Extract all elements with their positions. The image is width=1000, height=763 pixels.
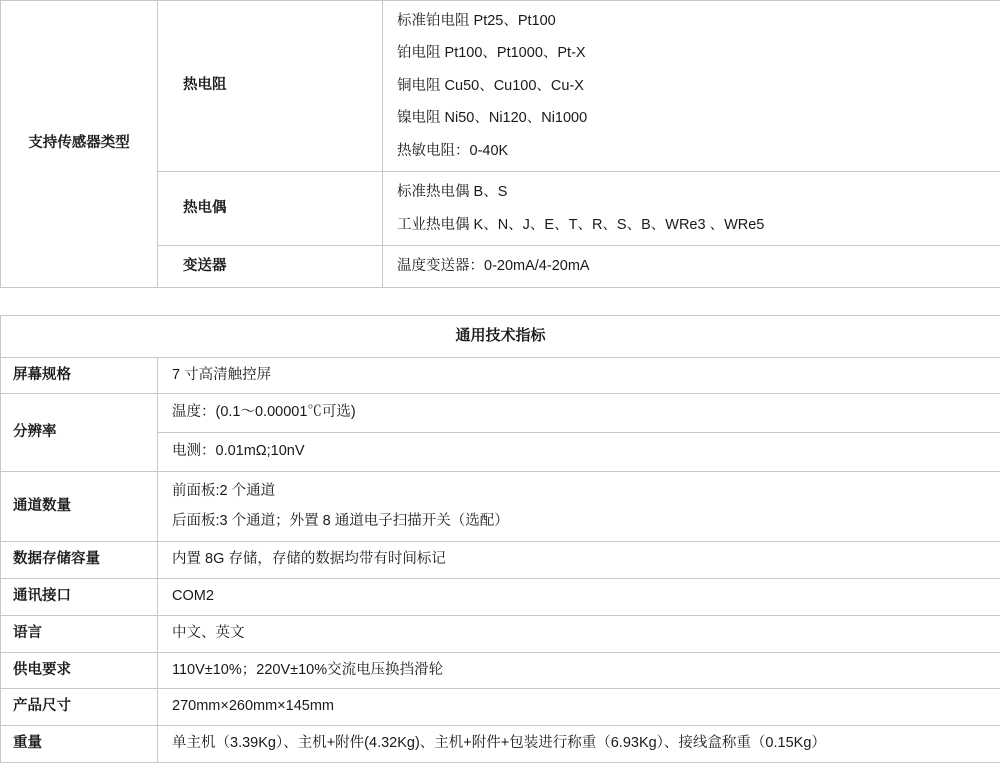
- spec-key-channels: 通道数量: [1, 471, 158, 542]
- spec-value-power: 110V±10%；220V±10%交流电压换挡滑轮: [158, 652, 1000, 689]
- spec-value-channels: [158, 471, 1000, 542]
- spec-value-interface: COM2: [158, 579, 1000, 616]
- list-item: 铂电阻 Pt100、Pt1000、Pt-X: [383, 37, 1000, 69]
- table-header-row: [1, 316, 1000, 358]
- list-item: 电测：0.01mΩ;10nV: [158, 433, 1000, 471]
- table-row: [1, 579, 1000, 616]
- list-item: 标准铂电阻 Pt25、Pt100: [383, 1, 1000, 37]
- list-item: 温度：(0.1～0.00001℃可选): [158, 394, 1000, 432]
- list-item: 热敏电阻：0-40K: [383, 135, 1000, 171]
- general-spec-table: [0, 315, 1000, 763]
- table-row: [1, 471, 1000, 542]
- sensor-table-row-label: 支持传感器类型: [1, 1, 158, 288]
- spec-key-language: 语言: [1, 615, 158, 652]
- spec-value-weight: 单主机（3.39Kg）、主机+附件(4.32Kg)、主机+附件+包装进行称重（6.93Kg）、接线盒称重（0.15Kg）: [158, 726, 1000, 763]
- table-row: [1, 615, 1000, 652]
- spec-key-resolution: 分辨率: [1, 394, 158, 472]
- list-item: 后面板:3 个通道；外置 8 通道电子扫描开关（选配）: [158, 507, 1000, 542]
- spec-key-power: 供电要求: [1, 652, 158, 689]
- sensor-group-name-thermocouple: 热电偶: [158, 172, 383, 246]
- list-item: 镍电阻 Ni50、Ni120、Ni1000: [383, 102, 1000, 134]
- spec-table-title: 通用技术指标: [1, 316, 1000, 358]
- spec-key-weight: 重量: [1, 726, 158, 763]
- spec-key-dimensions: 产品尺寸: [1, 689, 158, 726]
- spec-value-resolution: [158, 394, 1000, 472]
- sensor-type-table: [0, 0, 1000, 288]
- spec-value-screen: 7 寸高清触控屏: [158, 357, 1000, 394]
- spec-value-storage: 内置 8G 存储，存储的数据均带有时间标记: [158, 542, 1000, 579]
- list-item: 铜电阻 Cu50、Cu100、Cu-X: [383, 70, 1000, 102]
- sensor-group-values-thermocouple: [383, 172, 1000, 246]
- spec-value-dimensions: 270mm×260mm×145mm: [158, 689, 1000, 726]
- table-row: [1, 542, 1000, 579]
- list-item: 标准热电偶 B、S: [383, 172, 1000, 208]
- spec-key-storage: 数据存储容量: [1, 542, 158, 579]
- sensor-group-values-rtd: [383, 1, 1000, 172]
- table-row: [1, 726, 1000, 763]
- table-row: [1, 1, 1000, 172]
- list-item: 前面板:2 个通道: [158, 472, 1000, 507]
- spec-value-language: 中文、英文: [158, 615, 1000, 652]
- sensor-group-name-rtd: 热电阻: [158, 1, 383, 172]
- spec-key-screen: 屏幕规格: [1, 357, 158, 394]
- table-row: [1, 394, 1000, 472]
- sensor-group-values-transmitter: [383, 246, 1000, 287]
- list-item: 工业热电偶 K、N、J、E、T、R、S、B、WRe3 、WRe5: [383, 209, 1000, 245]
- sensor-group-name-transmitter: 变送器: [158, 246, 383, 287]
- table-row: [1, 652, 1000, 689]
- spec-key-interface: 通讯接口: [1, 579, 158, 616]
- table-row: [1, 357, 1000, 394]
- list-item: 温度变送器：0-20mA/4-20mA: [383, 246, 1000, 286]
- table-row: [1, 689, 1000, 726]
